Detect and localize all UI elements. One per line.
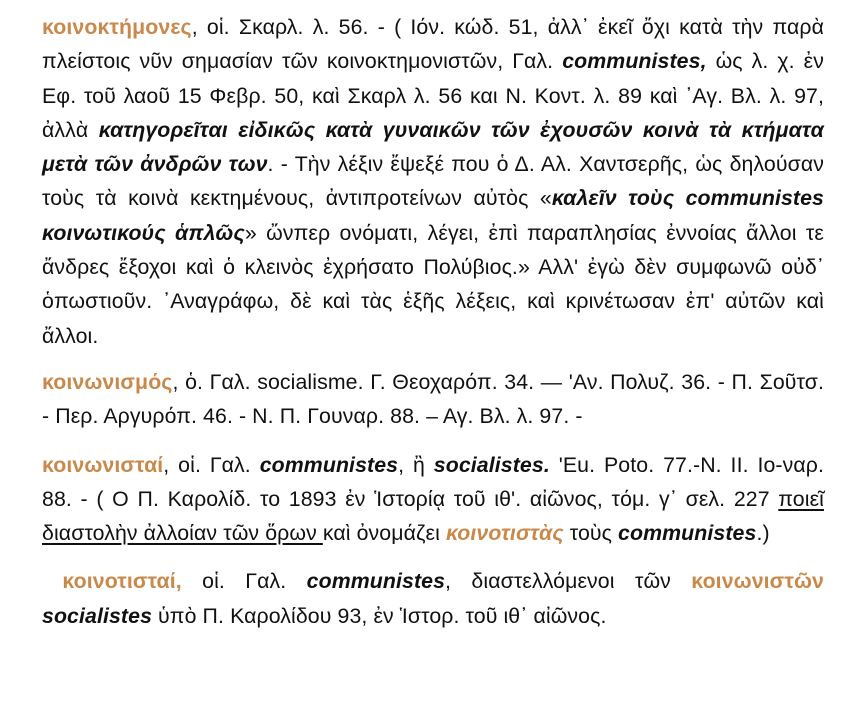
headword: κοινοκτήμονες [42,15,192,39]
foreign-term: communistes [618,521,757,546]
entry-koinonistai [42,448,824,551]
cross-reference-term: κοινωνιστῶν [691,569,824,594]
entry-text: , ὁ. Γαλ. socialisme. Γ. Θεοχαρόπ. 34. — 'Αν. Πολυζ. 36. - Π. Σοῦτσ. - Περ. Αργυρόπ. 46. - Ν. Π. Γουναρ. 88. – Αγ. Βλ. λ. 97. - [42,369,824,429]
underlined-phrase: ποιεῖ διαστολὴν ἀλλοίαν τῶν ὅρων [42,486,824,546]
entry-text: » ὤνπερ ονόματι, λέγει, ἐπὶ παραπλησίας ἐννοίας ἄλλοι τε ἄνδρες ἔξοχοι καὶ ὁ κλεινὸς ἐχρήσατο Πολύβιος.» Αλλ' ἐγὼ δὲν συμφωνῶ οὐδ᾽ ὁπωστιοῦν. ᾽Αναγράφω, δὲ καὶ τὰς ἑξῆς λέξεις, καὶ κρινέτωσαν ἐπ' αὐτῶν καὶ ἄλλοι. [42,220,824,348]
entry-text: , διαστελλόμενοι τῶν [445,569,692,594]
foreign-term: communistes [306,569,446,594]
foreign-term: socialistes [42,603,153,628]
entry-text: .) [756,521,770,546]
entry-text: , οἱ. Σκαρλ. λ. 56. - ( Ιόν. κώδ. 51, ἀλλ᾽ ἐκεῖ ὄχι κατὰ τὴν παρὰ πλείστοις νῦν σημασίαν τῶν κοινοκτημονιστῶν, Γαλ. [42,15,824,74]
foreign-term: socialistes. [433,452,550,477]
entry-koinoktimones [42,10,824,353]
entry-text: , οἱ. Γαλ. [163,452,260,477]
entry-text: ὑπὸ Π. Καρολίδου 93, ἐν Ἱστορ. τοῦ ιθ᾽ αἰῶνος. [152,603,607,628]
entry-text: 'Eu. Poto. 77.-N. II. Ιο-ναρ. 88. - ( Ο Π. Καρολίδ. το 1893 ἐν Ἱστορίᾳ τοῦ ιθ'. αἰῶνος, τόμ. γ᾽ σελ. 227 [42,452,825,511]
entry-text: καὶ ὀνομάζει [322,521,446,546]
cross-reference-term: κοινοτιστὰς [445,521,564,546]
entry-text: , ἢ [398,452,434,477]
foreign-term: communistes [259,452,399,477]
headword: κοινοτισταί, [62,569,182,594]
headword: κοινωνισμός [42,369,173,394]
entry-koinonismos [42,365,824,434]
entry-koinotistai [42,564,824,633]
entry-text: τοὺς [563,521,619,546]
entry-text: . - Τὴν λέξιν ἔψεξέ που ὁ Δ. Αλ. Χαντσερῆς, ὡς δηλούσαν τοὺς τὰ κοινὰ κεκτημένους, ἀντιπροτείνων αὐτὸς « [42,152,824,211]
entry-text: ὡς λ. χ. ἐν Εφ. τοῦ λαοῦ 15 Φεβρ. 50, καὶ Σκαρλ λ. 56 και Ν. Κοντ. λ. 89 καὶ ᾽Αγ. Βλ. λ. 97, ἀλλὰ [42,49,824,142]
emphasized-definition: κατηγορεῖται εἰδικῶς κατὰ γυναικῶν τῶν ἐχουσῶν κοινὰ τὰ κτήματα μετὰ τῶν ἀνδρῶν των [42,117,824,177]
entry-text: οἱ. Γαλ. [181,569,307,594]
headword: κοινωνισταί [42,452,164,477]
emphasized-quote: καλεῖν τοὺς communistes κοινωτικούς ἁπλῶς [42,186,824,245]
foreign-term: communistes, [562,49,707,74]
